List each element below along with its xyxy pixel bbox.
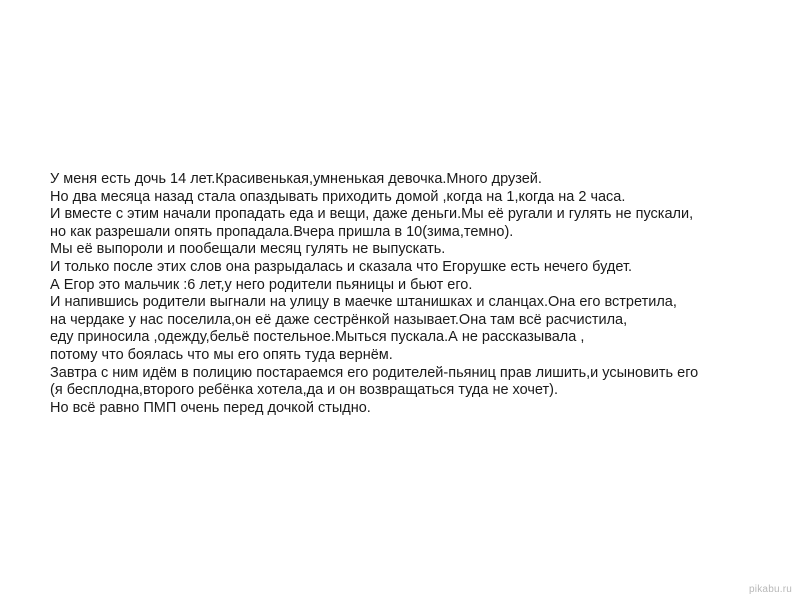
story-line-11: потому что боялась что мы его опять туда вернём.: [50, 346, 393, 363]
story-line-13: (я бесплодна,второго ребёнка хотела,да и он возвращаться туда не хочет).: [50, 382, 559, 399]
story-line-10: еду приносила ,одежду,бельё постельное.Мыться пускала.А не рассказывала ,: [50, 329, 585, 346]
story-line-1: У меня есть дочь 14 лет.Красивенькая,умненькая девочка.Много друзей.: [50, 171, 542, 187]
story-line-3: И вместе с этим начали пропадать еда и вещи, даже деньги.Мы её ругали и гулять не пускали,: [50, 206, 694, 223]
story-line-4: но как разрешали опять пропадала.Вчера пришла в 10(зима,темно).: [50, 223, 514, 240]
story-line-14: Но всё равно ПМП очень перед дочкой стыдно.: [50, 399, 371, 416]
story-line-2: Но два месяца назад стала опаздывать приходить домой ,когда на 1,когда на 2 часа.: [50, 188, 626, 205]
story-line-8: И напившись родители выгнали на улицу в маечке штанишках и сланцах.Она его встретила,: [50, 294, 677, 311]
story-line-7: А Егор это мальчик :6 лет,у него родители пьяницы и бьют его.: [50, 276, 473, 293]
story-text: [50, 171, 790, 417]
pikabu-watermark: pikabu.ru: [749, 584, 792, 595]
story-line-6: И только после этих слов она разрыдалась и сказала что Егорушке есть нечего будет.: [50, 258, 633, 275]
story-line-9: на чердаке у нас поселила,он её даже сестрёнкой называет.Она там всё расчистила,: [50, 311, 628, 328]
story-line-5: Мы её выпороли и пообещали месяц гулять не выпускать.: [50, 241, 446, 258]
story-line-12: Завтра с ним идём в полицию постараемся его родителей-пьяниц прав лишить,и усыновить его: [50, 364, 699, 381]
